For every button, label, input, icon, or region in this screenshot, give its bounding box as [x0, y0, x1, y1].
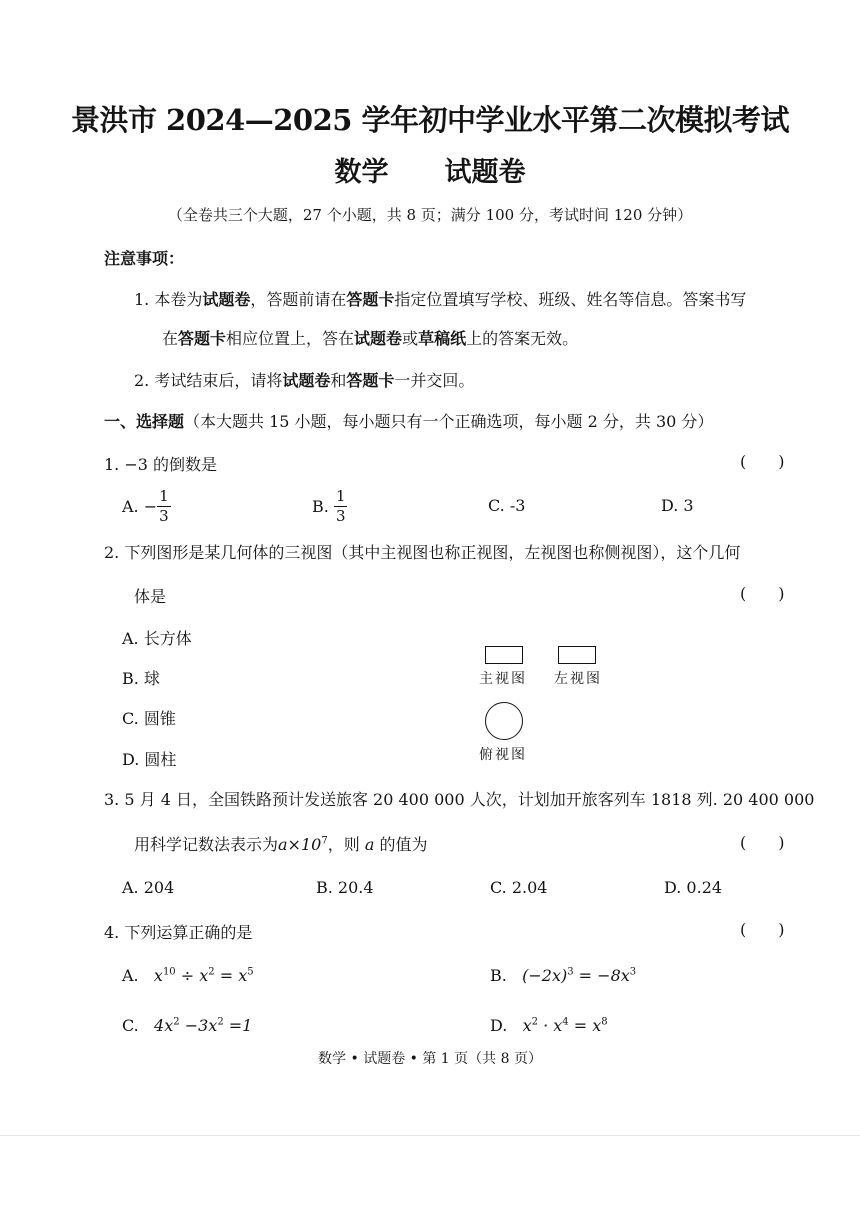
front-view-label: 主视图 — [479, 671, 527, 687]
q3-text: 的值为 — [379, 835, 428, 854]
exponent: 8 — [601, 1016, 608, 1028]
q3-stem-line-2 — [134, 832, 427, 855]
q1-option-c: C. -3 — [488, 496, 526, 515]
expression: x — [153, 966, 163, 985]
exponent: 2 — [173, 1016, 180, 1028]
option-label: A. — [122, 496, 139, 516]
exponent: 2 — [531, 1016, 539, 1028]
notice-text: 在 — [162, 329, 179, 348]
exponent: 5 — [247, 966, 254, 978]
expression: = −8x — [573, 966, 630, 985]
q3-option-d: D. 0.24 — [664, 878, 723, 897]
exponent: 4 — [562, 1016, 569, 1028]
notice-heading: 注意事项： — [104, 249, 185, 268]
q2-stem: 2. 下列图形是某几何体的三视图（其中主视图也称正视图，左视图也称侧视图），这个几何 — [104, 543, 741, 562]
exponent: 10 — [162, 966, 176, 978]
fraction-denominator: 3 — [335, 506, 346, 525]
exponent: 3 — [629, 966, 637, 978]
paper-type: 试题卷 — [444, 157, 526, 188]
notice-text: 或 — [402, 329, 419, 348]
option-label: A. — [122, 966, 139, 985]
exponent: 2 — [208, 966, 215, 978]
q3-option-b: B. 20.4 — [316, 878, 374, 897]
notice-bold: 试题卷 — [202, 290, 251, 309]
notice-text: 上的答案无效。 — [466, 329, 579, 348]
notice-item-2-num: 2. — [134, 371, 150, 390]
notice-text: 考试结束后，请将 — [154, 371, 283, 390]
q4-option-b — [490, 966, 636, 985]
exponent: 3 — [567, 966, 574, 978]
q2-option-a: A. 长方体 — [122, 629, 192, 648]
expression: −3x — [179, 1016, 218, 1035]
option-label: D. — [490, 1016, 508, 1035]
expression: =1 — [223, 1016, 253, 1035]
exam-info: （全卷共三个大题，27 个小题，共 8 页；满分 100 分，考试时间 120 分钟） — [167, 206, 693, 224]
notice-text: 本卷为 — [154, 290, 203, 309]
notice-bold: 试题卷 — [282, 371, 331, 390]
page-divider — [0, 1135, 860, 1136]
q3-answer-paren: ( ) — [740, 833, 785, 852]
q2-option-d: D. 圆柱 — [122, 750, 177, 769]
q4-stem: 4. 下列运算正确的是 — [104, 923, 253, 942]
q1-answer-paren: ( ) — [740, 452, 785, 471]
fraction-numerator: 1 — [335, 486, 346, 505]
expression: = x — [568, 1016, 602, 1035]
exam-title: 景洪市 2024—2025 学年初中学业水平第二次模拟考试 — [70, 103, 790, 137]
option-label: B. — [490, 966, 507, 985]
left-view-label: 左视图 — [554, 671, 602, 687]
expression: x — [522, 1016, 532, 1035]
notice-text: ，答题前请在 — [250, 290, 347, 309]
front-view-rectangle — [485, 646, 523, 664]
q4-answer-paren: ( ) — [740, 920, 785, 939]
q1-option-b — [312, 484, 347, 528]
fraction — [157, 486, 171, 525]
q3-stem: 3. 5 月 4 日，全国铁路预计发送旅客 20 400 000 人次，计划加开旅客列车 1818 列. 20 400 000 — [104, 790, 815, 809]
left-view-rectangle — [558, 646, 596, 664]
exponent: 7 — [321, 835, 328, 847]
option-label: B. — [312, 496, 329, 516]
exponent: 2 — [217, 1016, 224, 1028]
section-1-heading: 一、选择题 — [104, 412, 185, 431]
fraction — [334, 486, 348, 525]
notice-item-1-line-2 — [162, 326, 578, 349]
q4-option-d — [490, 1016, 608, 1035]
expression: = x — [214, 966, 248, 985]
scientific-notation: a×10 — [278, 835, 322, 854]
subject-title — [0, 150, 860, 189]
notice-text: 一并交回。 — [394, 371, 475, 390]
q2-option-b: B. 球 — [122, 669, 160, 688]
q1-stem: 1. −3 的倒数是 — [104, 455, 218, 474]
notice-bold: 答题卡 — [346, 290, 395, 309]
minus-sign: − — [143, 496, 158, 516]
page-footer: 数学 • 试题卷 • 第 1 页（共 8 页） — [318, 1051, 542, 1067]
expression: (−2x) — [522, 966, 568, 985]
q3-text: 用科学记数法表示为 — [134, 835, 279, 854]
option-label: C. — [122, 1016, 139, 1035]
notice-bold: 答题卡 — [346, 371, 395, 390]
notice-item-1-num: 1. — [134, 290, 150, 309]
notice-item-2 — [134, 368, 474, 391]
section-1-header — [104, 409, 713, 432]
variable-a: a — [364, 835, 375, 854]
expression: ÷ x — [175, 966, 209, 985]
q2-option-c: C. 圆锥 — [122, 709, 176, 728]
q2-answer-paren: ( ) — [740, 584, 785, 603]
fraction-numerator: 1 — [159, 486, 169, 505]
notice-text: 相应位置上，答在 — [226, 329, 355, 348]
q4-option-c — [122, 1016, 252, 1035]
q3-option-c: C. 2.04 — [490, 878, 548, 897]
q4-option-a — [122, 966, 254, 985]
q3-option-a: A. 204 — [122, 878, 175, 897]
notice-bold: 答题卡 — [178, 329, 227, 348]
top-view-circle — [485, 702, 523, 740]
top-view-label: 俯视图 — [479, 747, 527, 763]
notice-bold: 试题卷 — [354, 329, 403, 348]
subject-name: 数学 — [334, 157, 389, 188]
q1-option-a — [122, 484, 171, 528]
notice-bold: 草稿纸 — [418, 329, 467, 348]
q1-option-d: D. 3 — [661, 496, 694, 515]
notice-item-1 — [134, 287, 746, 310]
q2-stem-line-2: 体是 — [134, 587, 167, 606]
fraction-denominator: 3 — [159, 506, 169, 525]
section-1-desc: （本大题共 15 小题，每小题只有一个正确选项，每小题 2 分，共 30 分） — [184, 412, 714, 431]
expression: · x — [538, 1016, 563, 1035]
q3-text: ，则 — [327, 835, 360, 854]
notice-text: 和 — [330, 371, 347, 390]
notice-text: 指定位置填写学校、班级、姓名等信息。答案书写 — [394, 290, 747, 309]
expression: 4x — [154, 1016, 174, 1035]
